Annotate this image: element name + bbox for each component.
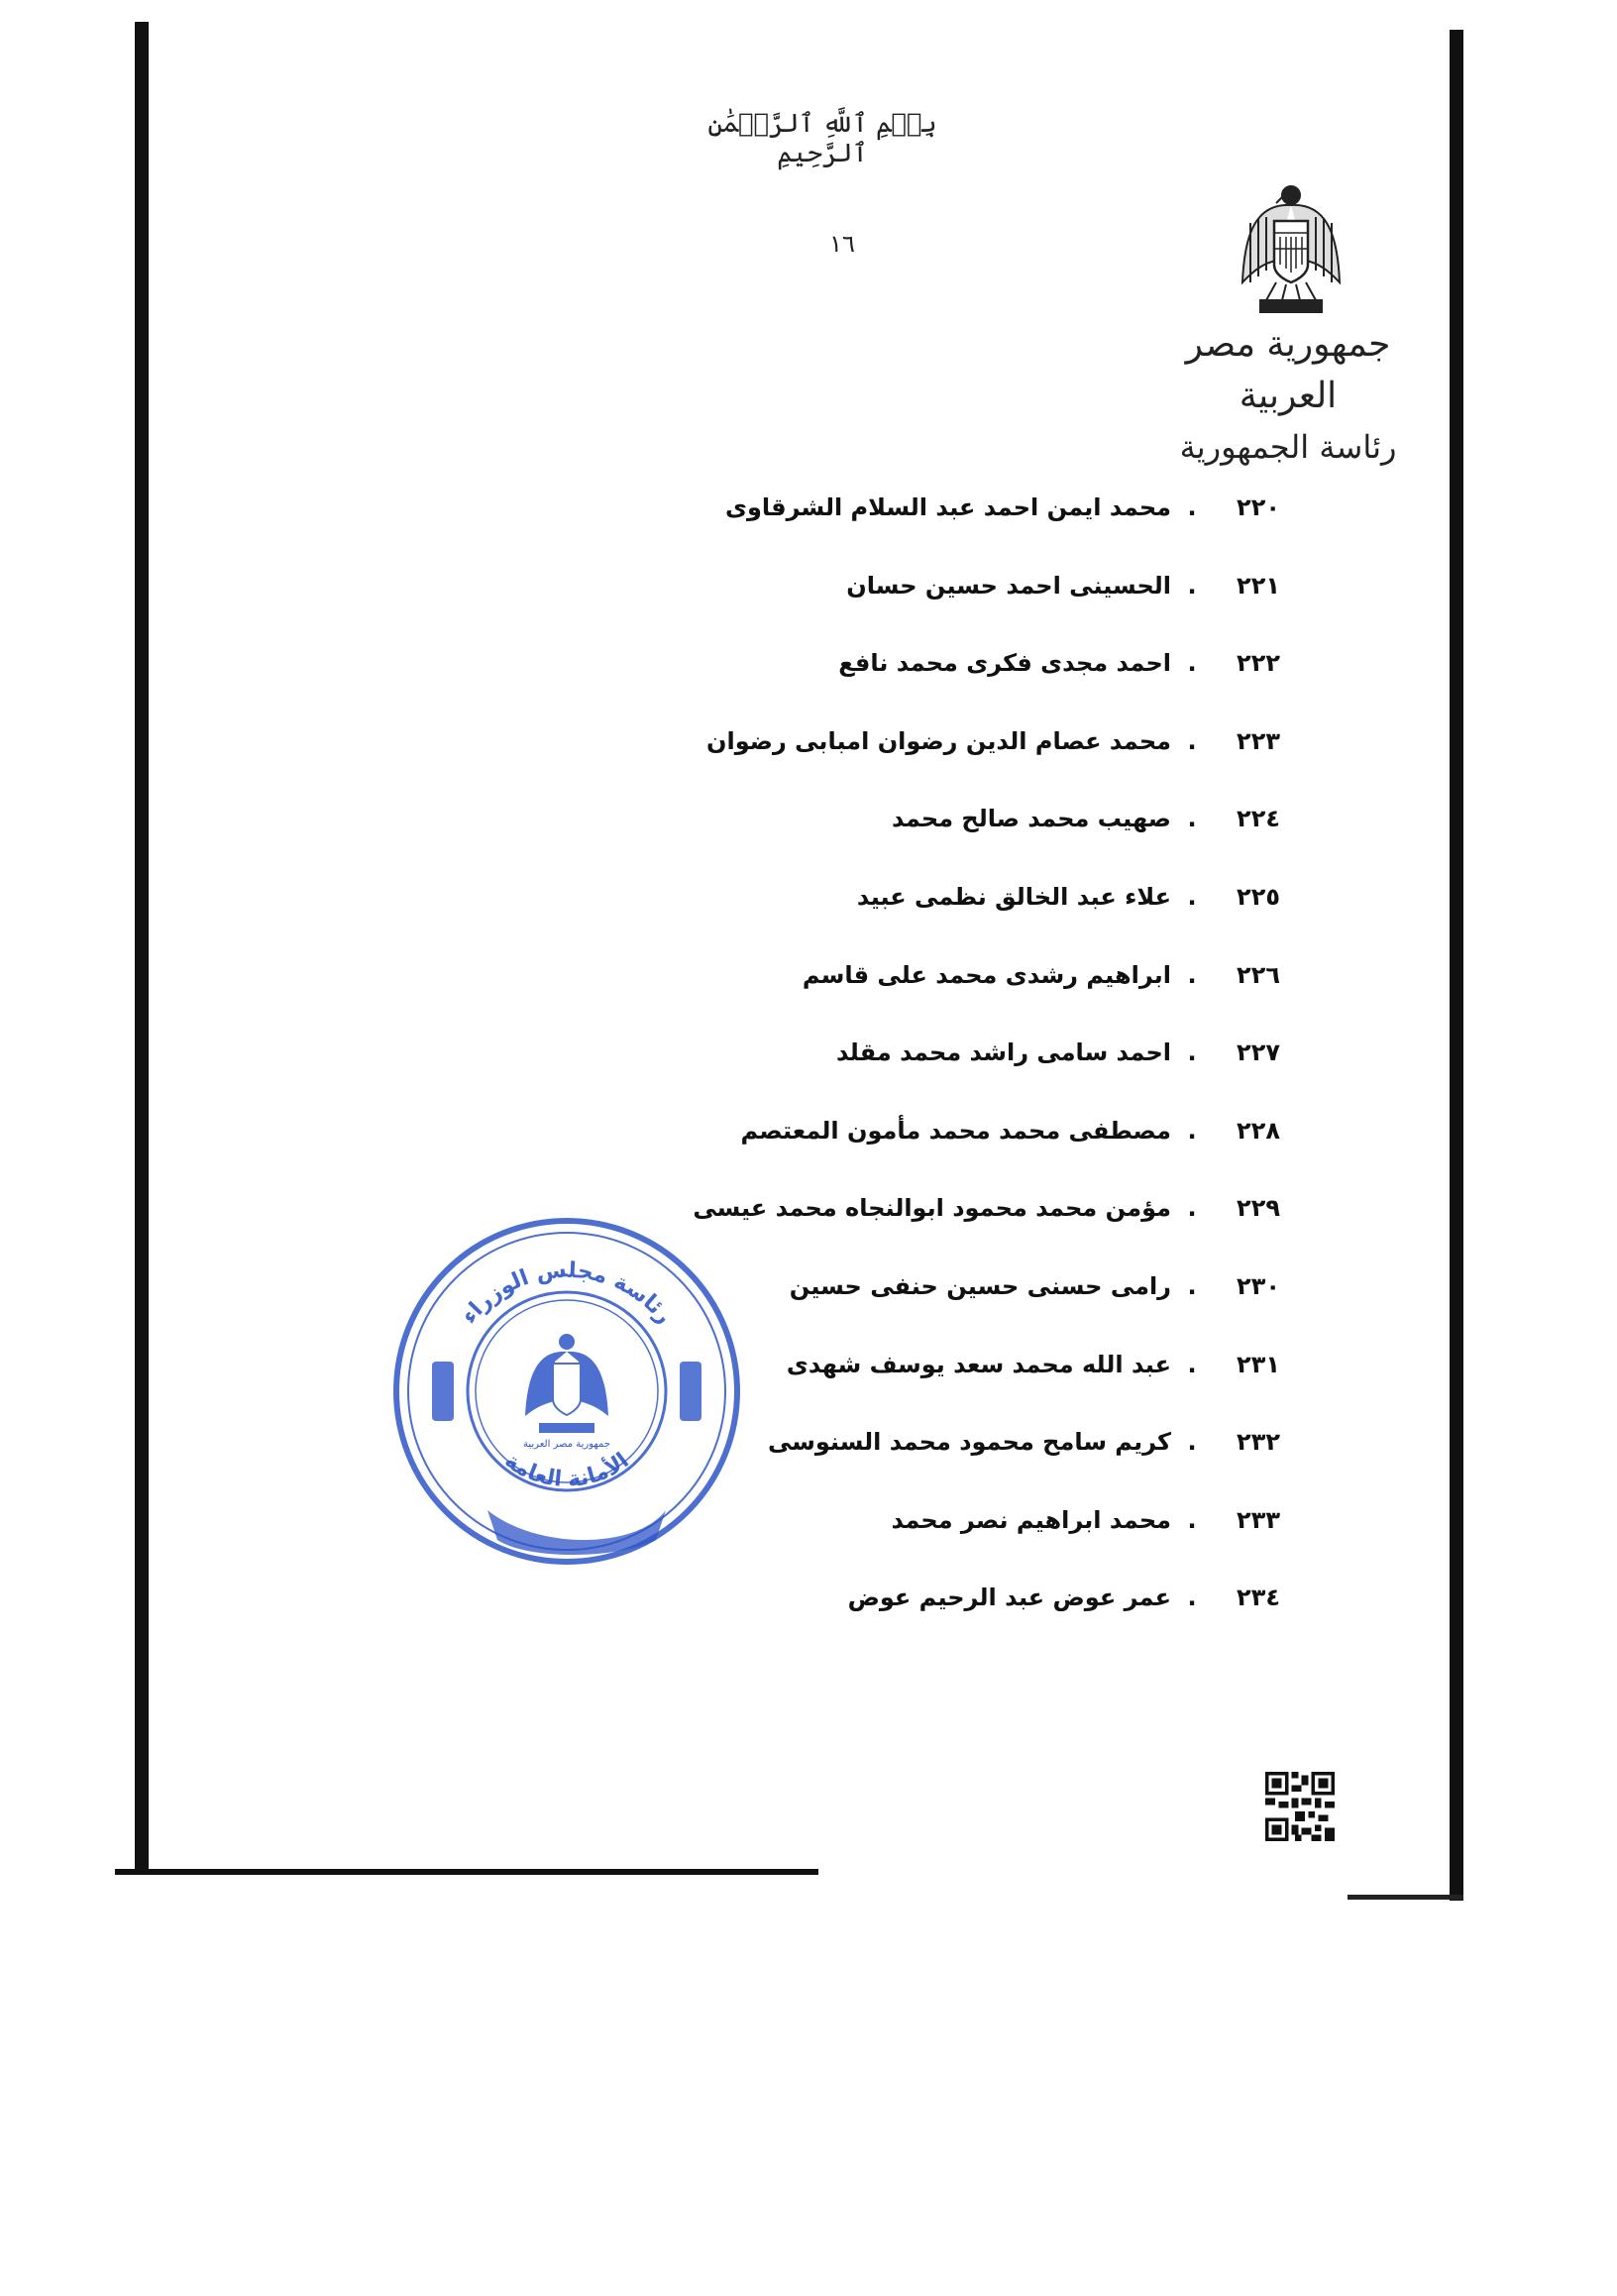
page-number: ١٦ <box>829 230 855 258</box>
item-number: ٢٢٤ <box>1237 805 1280 833</box>
item-dot: . <box>1187 960 1197 989</box>
qr-code-icon <box>1265 1772 1335 1841</box>
item-dot: . <box>1187 1584 1197 1612</box>
item-number: ٢٢٢ <box>1237 649 1280 678</box>
item-name: احمد سامى راشد محمد مقلد <box>835 1039 1171 1067</box>
item-dot: . <box>1187 726 1197 755</box>
item-number: ٢٣١ <box>1237 1350 1280 1378</box>
item-number: ٢٣٢ <box>1237 1428 1280 1457</box>
item-name: مؤمن محمد محمود ابوالنجاه محمد عيسى <box>693 1194 1171 1223</box>
item-dot: . <box>1187 882 1197 911</box>
item-name: صهيب محمد صالح محمد <box>891 805 1171 833</box>
item-number: ٢٢٥ <box>1237 882 1280 911</box>
item-dot: . <box>1187 493 1197 521</box>
list-item <box>388 1117 1280 1195</box>
item-name: محمد عصام الدين رضوان امبابى رضوان <box>706 726 1171 755</box>
item-dot: . <box>1187 1039 1197 1067</box>
item-number: ٢٣٠ <box>1237 1271 1280 1300</box>
item-name: محمد ابراهيم نصر محمد <box>891 1505 1171 1534</box>
list-item <box>388 727 1280 806</box>
item-name: احمد مجدى فكرى محمد نافع <box>838 649 1171 678</box>
item-dot: . <box>1187 571 1197 600</box>
item-number: ٢٢٩ <box>1237 1194 1280 1223</box>
svg-text:الأمانة العامة <box>499 1448 633 1491</box>
item-name: علاء عبد الخالق نظمى عبيد <box>856 882 1171 911</box>
item-name: مصطفى محمد محمد مأمون المعتصم <box>740 1116 1171 1145</box>
item-number: ٢٢٠ <box>1237 493 1280 521</box>
stamp-top-text: رئاسة مجلس الوزراء <box>457 1257 677 1329</box>
item-number: ٢٣٤ <box>1237 1584 1280 1612</box>
basmala: بِسۡمِ ٱللَّهِ ٱلرَّحۡمَٰنِ ٱلرَّحِيمِ <box>707 109 937 168</box>
list-item <box>388 572 1280 650</box>
item-number: ٢٢٧ <box>1237 1039 1280 1067</box>
item-number: ٢٢٦ <box>1237 960 1280 989</box>
item-number: ٢٢١ <box>1237 571 1280 600</box>
list-item <box>388 649 1280 727</box>
item-dot: . <box>1187 1271 1197 1300</box>
item-dot: . <box>1187 805 1197 833</box>
stamp-bottom-text: الأمانة العامة <box>499 1448 634 1492</box>
scan-border-left <box>135 22 149 1875</box>
list-item <box>388 493 1280 572</box>
item-name: عمر عوض عبد الرحيم عوض <box>847 1584 1171 1612</box>
stamp-inner-text: جمهورية مصر العربية <box>523 1439 610 1450</box>
item-name: كريم سامح محمود محمد السنوسى <box>767 1428 1171 1457</box>
item-dot: . <box>1187 1350 1197 1378</box>
item-name: الحسينى احمد حسين حسان <box>846 571 1171 600</box>
item-dot: . <box>1187 649 1197 678</box>
item-number: ٢٣٣ <box>1237 1505 1280 1534</box>
eagle-emblem-icon <box>1237 173 1346 322</box>
country-name: جمهورية مصر العربية <box>1185 324 1391 416</box>
item-name: عبد الله محمد سعد يوسف شهدى <box>786 1350 1171 1378</box>
scan-border-right <box>1450 30 1463 1901</box>
item-number: ٢٢٣ <box>1237 726 1280 755</box>
list-item <box>388 1039 1280 1117</box>
item-name: محمد ايمن احمد عبد السلام الشرقاوى <box>724 493 1171 521</box>
stamp-eagle-icon <box>525 1334 608 1433</box>
item-name: رامى حسنى حسين حنفى حسين <box>789 1271 1171 1300</box>
scan-border-bottom-right <box>1348 1895 1463 1900</box>
list-item <box>388 883 1280 961</box>
item-dot: . <box>1187 1194 1197 1223</box>
office-name: رئاسة الجمهورية <box>1179 428 1397 466</box>
item-number: ٢٢٨ <box>1237 1116 1280 1145</box>
list-item <box>388 805 1280 883</box>
header-institution <box>1169 319 1407 472</box>
list-item <box>388 961 1280 1039</box>
item-dot: . <box>1187 1428 1197 1457</box>
item-name: ابراهيم رشدى محمد على قاسم <box>802 960 1171 989</box>
list-item <box>388 1584 1280 1662</box>
item-dot: . <box>1187 1505 1197 1534</box>
official-stamp <box>388 1213 745 1570</box>
item-dot: . <box>1187 1116 1197 1145</box>
scan-border-bottom <box>115 1869 818 1875</box>
